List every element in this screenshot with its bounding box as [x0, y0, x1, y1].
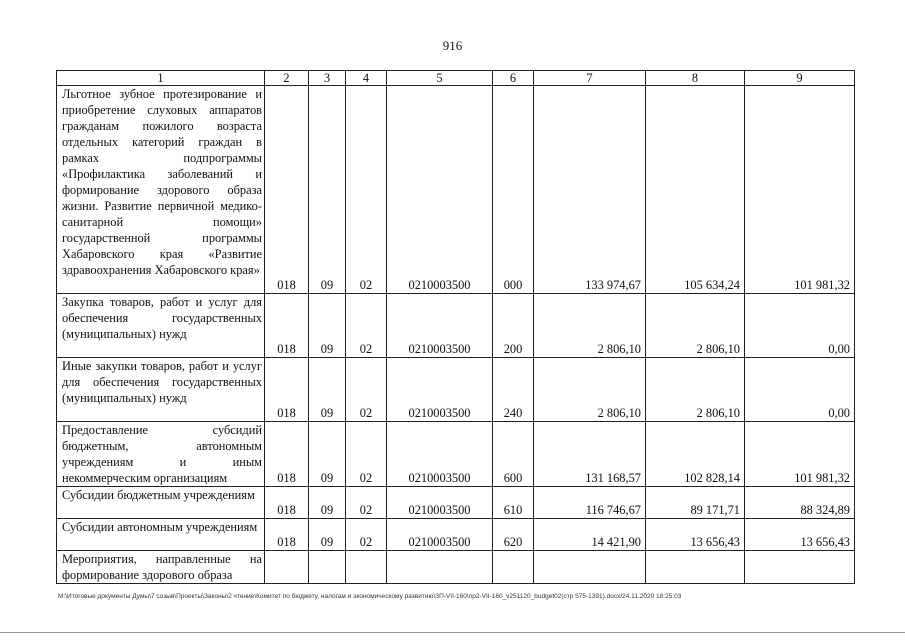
- row-name: Иные закупки товаров, работ и услуг для обеспечения государственных (муниципальных) нужд: [57, 358, 265, 422]
- cell-target-article: 0210003500: [387, 487, 493, 519]
- cell-amount-3: 0,00: [745, 294, 855, 358]
- cell-expense-type: 200: [493, 294, 534, 358]
- row-name: Субсидии бюджетным учреждениям: [57, 487, 265, 519]
- cell-target-article: 0210003500: [387, 422, 493, 487]
- row-name: Субсидии автономным учреждениям: [57, 519, 265, 551]
- cell-amount-3: 13 656,43: [745, 519, 855, 551]
- cell-ministry: 018: [265, 422, 309, 487]
- cell-amount-1: 14 421,90: [534, 519, 646, 551]
- cell-subsection: 02: [346, 294, 387, 358]
- cell-amount-3: 101 981,32: [745, 422, 855, 487]
- cell-section: 09: [309, 294, 346, 358]
- column-header: 2: [265, 71, 309, 86]
- cell-expense-type: 600: [493, 422, 534, 487]
- cell-target-article: 0210003500: [387, 294, 493, 358]
- cell-amount-1: 116 746,67: [534, 487, 646, 519]
- cell-target-article: 0210003500: [387, 86, 493, 294]
- cell-amount-2: 89 171,71: [646, 487, 745, 519]
- table-row: [57, 358, 855, 422]
- cell-expense-type: 620: [493, 519, 534, 551]
- cell-ministry: [265, 551, 309, 584]
- row-name: Льготное зубное протезирование и приобретение слуховых аппаратов гражданам пожилого возраста отдельных категорий граждан в рамках подпрограммы «Профилактика заболеваний и формирование здорового образа жизни. Развитие первичной медико-санитарной помощи» государственной программы Хабаровского края «Развитие здравоохранения Хабаровского края»: [57, 86, 265, 294]
- cell-amount-2: 13 656,43: [646, 519, 745, 551]
- column-header: 7: [534, 71, 646, 86]
- budget-table: [56, 70, 855, 584]
- cell-target-article: [387, 551, 493, 584]
- table-row: [57, 294, 855, 358]
- cell-section: 09: [309, 487, 346, 519]
- cell-ministry: 018: [265, 487, 309, 519]
- cell-amount-1: 133 974,67: [534, 86, 646, 294]
- cell-ministry: 018: [265, 358, 309, 422]
- column-header: 4: [346, 71, 387, 86]
- cell-amount-3: 88 324,89: [745, 487, 855, 519]
- cell-section: [309, 551, 346, 584]
- cell-section: 09: [309, 358, 346, 422]
- cell-ministry: 018: [265, 519, 309, 551]
- column-header: 9: [745, 71, 855, 86]
- cell-subsection: 02: [346, 519, 387, 551]
- column-header: 6: [493, 71, 534, 86]
- table-row: [57, 487, 855, 519]
- cell-section: 09: [309, 86, 346, 294]
- cell-amount-3: 101 981,32: [745, 86, 855, 294]
- cell-expense-type: [493, 551, 534, 584]
- cell-subsection: [346, 551, 387, 584]
- cell-amount-1: 2 806,10: [534, 294, 646, 358]
- cell-amount-2: 102 828,14: [646, 422, 745, 487]
- table-row: [57, 86, 855, 294]
- cell-amount-2: 105 634,24: [646, 86, 745, 294]
- cell-amount-1: 131 168,57: [534, 422, 646, 487]
- cell-section: 09: [309, 519, 346, 551]
- table-header-row: [57, 71, 855, 86]
- cell-subsection: 02: [346, 422, 387, 487]
- table-row: [57, 519, 855, 551]
- cell-target-article: 0210003500: [387, 519, 493, 551]
- page-number: 916: [442, 38, 463, 53]
- row-name: Закупка товаров, работ и услуг для обеспечения государственных (муниципальных) нужд: [57, 294, 265, 358]
- cell-expense-type: 000: [493, 86, 534, 294]
- cell-expense-type: 240: [493, 358, 534, 422]
- file-path-footer: M:\Итоговые документы Думы\7 созыв\Проекты\Законы\2 чтение\Комитет по бюджету, налогам и экономическому развитию\ЗП-VII-160\пр2-VII-160_v251120_budget02(стр 575-1391).docx/24.11.2020 18:25:03: [58, 593, 682, 600]
- cell-subsection: 02: [346, 86, 387, 294]
- column-header: 1: [57, 71, 265, 86]
- cell-amount-3: 0,00: [745, 358, 855, 422]
- cell-amount-1: 2 806,10: [534, 358, 646, 422]
- column-header: 5: [387, 71, 493, 86]
- table-row: [57, 422, 855, 487]
- cell-amount-1: [534, 551, 646, 584]
- column-header: 8: [646, 71, 745, 86]
- cell-ministry: 018: [265, 294, 309, 358]
- cell-amount-2: 2 806,10: [646, 294, 745, 358]
- cell-amount-2: [646, 551, 745, 584]
- cell-ministry: 018: [265, 86, 309, 294]
- row-name: Мероприятия, направленные на формирование здорового образа: [57, 551, 265, 584]
- cell-amount-2: 2 806,10: [646, 358, 745, 422]
- cell-target-article: 0210003500: [387, 358, 493, 422]
- row-name: Предоставление субсидий бюджетным, автономным учреждениям и иным некоммерческим организациям: [57, 422, 265, 487]
- table-row: [57, 551, 855, 584]
- cell-section: 09: [309, 422, 346, 487]
- column-header: 3: [309, 71, 346, 86]
- cell-subsection: 02: [346, 487, 387, 519]
- cell-expense-type: 610: [493, 487, 534, 519]
- cell-subsection: 02: [346, 358, 387, 422]
- page-bottom-divider: [0, 632, 905, 633]
- cell-amount-3: [745, 551, 855, 584]
